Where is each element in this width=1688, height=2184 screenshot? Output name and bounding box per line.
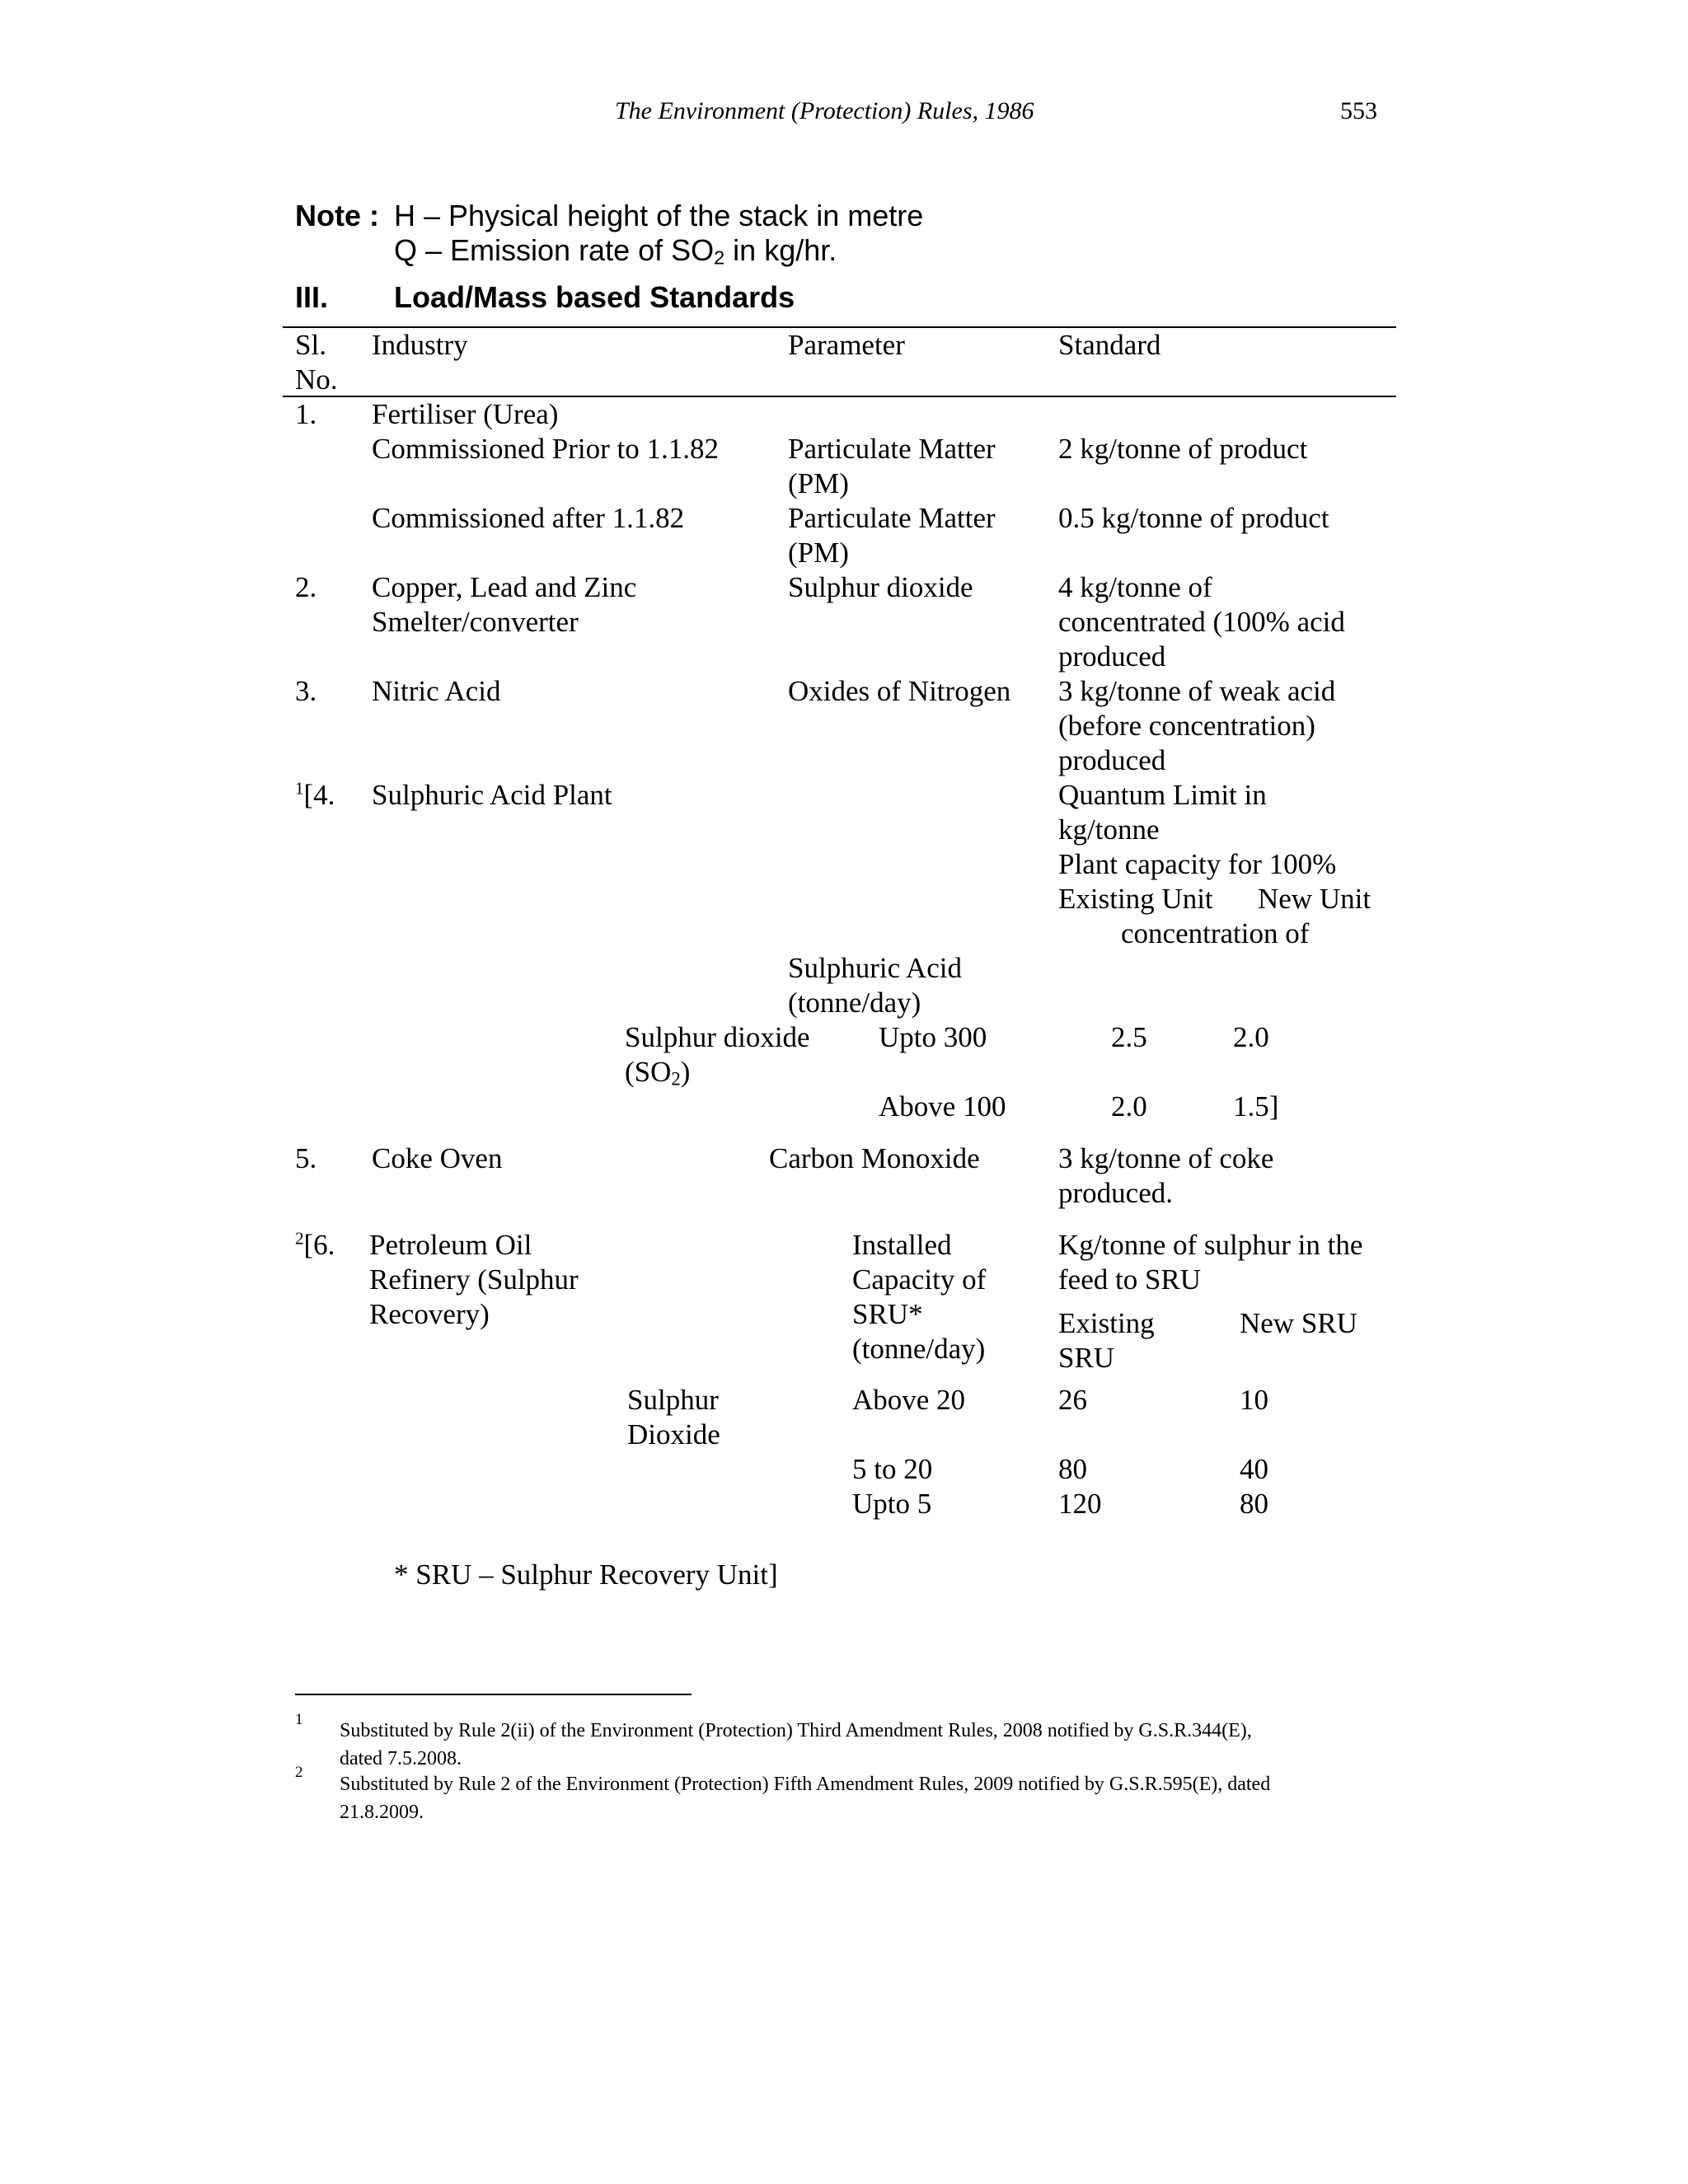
row3-industry: Nitric Acid xyxy=(372,675,501,707)
footnote-ref-1: 1 xyxy=(295,778,304,799)
row6-existing-sru: Existing SRU xyxy=(1058,1307,1155,1374)
footnote-2-mark: 2 xyxy=(295,1764,303,1781)
row5-parameter: Carbon Monoxide xyxy=(769,1142,980,1174)
row4-cap2-new: 1.5] xyxy=(1233,1090,1279,1122)
note-label: Note : xyxy=(295,199,379,232)
row6-cap2-new: 40 xyxy=(1240,1453,1268,1485)
row1-sub2-industry: Commissioned after 1.1.82 xyxy=(372,502,685,534)
row2-industry: Copper, Lead and Zinc Smelter/converter xyxy=(372,571,637,638)
row4-capacity-label: Sulphuric Acid (tonne/day) xyxy=(788,952,962,1019)
row5-number: 5. xyxy=(295,1142,317,1174)
row4-existing-unit: Existing Unit xyxy=(1058,883,1213,915)
footnote-1-text: Substituted by Rule 2(ii) of the Environment (Protection) Third Amendment Rules, 2008 notified by G.S.R.344(E), dated 7.5.2008. xyxy=(340,1720,1252,1769)
row6-cap3: Upto 5 xyxy=(852,1488,932,1520)
header-industry: Industry xyxy=(372,329,468,361)
row5-industry: Coke Oven xyxy=(372,1142,503,1174)
row6-cap3-new: 80 xyxy=(1240,1488,1268,1520)
row1-industry: Fertiliser (Urea) xyxy=(372,398,559,430)
row4-cap2: Above 100 xyxy=(879,1090,1006,1122)
row6-number: $^2$[6. xyxy=(295,1228,335,1261)
row1-sub1-standard: 2 kg/tonne of product xyxy=(1058,433,1308,465)
row2-standard: 4 kg/tonne of concentrated (100% acid produced xyxy=(1058,571,1345,673)
row6-cap3-existing: 120 xyxy=(1058,1488,1102,1520)
row3-parameter: Oxides of Nitrogen xyxy=(788,675,1011,707)
row1-sub1-parameter: Particulate Matter (PM) xyxy=(788,433,996,499)
row4-number: $^1$[4. xyxy=(295,778,335,811)
row4-standard-heading: Quantum Limit in kg/tonne xyxy=(1058,779,1267,846)
row4-cap1-new: 2.0 xyxy=(1233,1021,1269,1053)
header-standard: Standard xyxy=(1058,329,1161,361)
row1-sub2-standard: 0.5 kg/tonne of product xyxy=(1058,502,1329,534)
row4-concentration-of: concentration of xyxy=(1121,917,1310,949)
page-number: 553 xyxy=(1340,97,1377,124)
row4-new-unit: New Unit xyxy=(1258,883,1372,915)
footnote-2-text: Substituted by Rule 2 of the Environment (Protection) Fifth Amendment Rules, 2009 notified by G.S.R.595(E), dated 21.8.2009. xyxy=(340,1774,1271,1823)
row1-sub2-parameter: Particulate Matter (PM) xyxy=(788,502,996,569)
header-sl-no: Sl. No. xyxy=(295,329,338,396)
footnote-1-mark: 1 xyxy=(295,1711,303,1728)
row5-standard: 3 kg/tonne of coke produced. xyxy=(1058,1142,1274,1209)
row4-industry: Sulphuric Acid Plant xyxy=(372,779,612,811)
row6-parameter: Sulphur Dioxide xyxy=(627,1384,720,1451)
footnote-ref-2: 2 xyxy=(295,1228,304,1249)
row1-number: 1. xyxy=(295,398,317,430)
note-line-q: Q – Emission rate of $SO_2$ in kg/hr. xyxy=(394,233,837,269)
section-title: Load/Mass based Standards xyxy=(394,280,795,314)
running-header-title: The Environment (Protection) Rules, 1986 xyxy=(615,97,1034,124)
row6-industry: Petroleum Oil Refinery (Sulphur Recovery) xyxy=(369,1229,579,1330)
row2-number: 2. xyxy=(295,571,317,603)
row3-number: 3. xyxy=(295,675,317,707)
row4-parameter: Sulphur dioxide $(SO_2)$ xyxy=(625,1021,810,1090)
row4-cap1-existing: 2.5 xyxy=(1111,1021,1147,1053)
row6-cap1-new: 10 xyxy=(1240,1384,1268,1416)
row6-cap1: Above 20 xyxy=(852,1384,966,1416)
row4-plant-capacity: Plant capacity for 100% xyxy=(1058,848,1337,880)
row6-cap1-existing: 26 xyxy=(1058,1384,1087,1416)
row6-capacity-label: Installed Capacity of SRU* (tonne/day) xyxy=(852,1229,987,1365)
note-line-h: H – Physical height of the stack in metre xyxy=(394,199,924,232)
sru-footnote: * SRU – Sulphur Recovery Unit] xyxy=(394,1558,778,1591)
row2-parameter: Sulphur dioxide xyxy=(788,571,973,603)
header-parameter: Parameter xyxy=(788,329,905,361)
row6-new-sru: New SRU xyxy=(1240,1307,1357,1339)
row6-cap2: 5 to 20 xyxy=(852,1453,933,1485)
row4-cap1: Upto 300 xyxy=(879,1021,987,1053)
section-number: III. xyxy=(295,280,329,314)
row1-sub1-industry: Commissioned Prior to 1.1.82 xyxy=(372,433,719,465)
footnote-separator xyxy=(295,1694,692,1695)
row3-standard: 3 kg/tonne of weak acid (before concentration) produced xyxy=(1058,675,1336,776)
row6-standard-label: Kg/tonne of sulphur in the feed to SRU xyxy=(1058,1229,1363,1296)
row6-cap2-existing: 80 xyxy=(1058,1453,1087,1485)
row4-cap2-existing: 2.0 xyxy=(1111,1090,1147,1122)
